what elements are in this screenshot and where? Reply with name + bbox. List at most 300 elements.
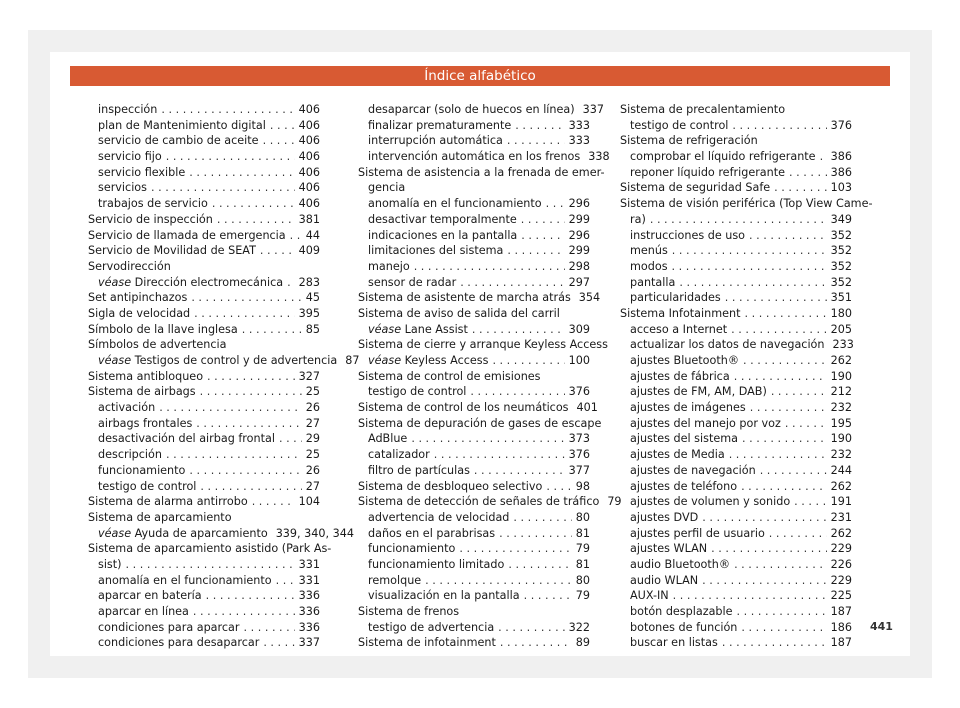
page-reference: 262 bbox=[830, 479, 852, 493]
index-term: ajustes de imágenes bbox=[630, 401, 746, 415]
page-reference: 104 bbox=[298, 495, 320, 509]
index-term: airbags frontales bbox=[98, 416, 193, 430]
index-term: ajustes del manejo por voz bbox=[630, 416, 781, 430]
leader-dots bbox=[745, 306, 827, 322]
index-term: ra) bbox=[630, 212, 646, 226]
page-reference: 187 bbox=[830, 605, 852, 618]
leader-dots bbox=[507, 133, 565, 149]
index-term: Sistema de aviso de salida del carril bbox=[358, 306, 560, 320]
leader-dots bbox=[260, 243, 295, 259]
page-reference: 25 bbox=[305, 448, 320, 462]
leader-dots bbox=[191, 290, 301, 306]
index-entry bbox=[88, 400, 320, 416]
leader-dots bbox=[492, 353, 564, 369]
leader-dots bbox=[287, 275, 295, 291]
index-term: servicio de cambio de aceite bbox=[98, 134, 259, 148]
index-entry bbox=[620, 322, 852, 338]
page-reference: 336 bbox=[298, 620, 320, 634]
leader-dots bbox=[193, 604, 295, 620]
leader-dots bbox=[722, 635, 827, 651]
index-term: testigo de control bbox=[98, 479, 197, 493]
index-term: visualización en la pantalla bbox=[368, 589, 520, 603]
index-term: Sistema de asistencia a la frenada de emer- bbox=[358, 165, 605, 179]
page-reference: 381 bbox=[298, 212, 320, 226]
index-term: AUX-IN bbox=[630, 589, 669, 603]
index-term: Sistema de desbloqueo selectivo bbox=[358, 479, 543, 493]
index-term: pantalla bbox=[630, 275, 676, 289]
index-term: reponer líquido refrigerante bbox=[630, 165, 786, 179]
index-term bbox=[368, 353, 488, 369]
index-term: Símbolos de advertencia bbox=[88, 338, 227, 352]
leader-dots bbox=[126, 557, 295, 573]
leader-dots bbox=[820, 149, 827, 165]
leader-dots bbox=[425, 573, 572, 589]
index-term: Sistema de control de los neumáticos bbox=[358, 401, 569, 415]
index-term: botón desplazable bbox=[630, 605, 733, 618]
leader-dots bbox=[151, 180, 295, 196]
index-term: instrucciones de uso bbox=[630, 228, 746, 242]
leader-dots bbox=[742, 431, 827, 447]
index-term: Sistema de refrigeración bbox=[620, 134, 758, 148]
index-entry bbox=[620, 573, 852, 589]
index-entry bbox=[88, 337, 320, 353]
page-reference: 229 bbox=[830, 573, 852, 587]
leader-dots bbox=[734, 369, 827, 385]
index-entry bbox=[620, 479, 852, 495]
index-entry bbox=[358, 573, 590, 589]
index-entry bbox=[358, 243, 590, 259]
index-entry bbox=[620, 447, 852, 463]
index-term: servicio flexible bbox=[98, 165, 186, 179]
index-entry bbox=[358, 510, 590, 526]
index-entry bbox=[88, 588, 320, 604]
index-term: ajustes de teléfono bbox=[630, 479, 738, 493]
index-entry bbox=[88, 353, 360, 369]
index-term: ajustes de fábrica bbox=[630, 369, 730, 383]
page-reference: 331 bbox=[298, 557, 320, 571]
index-term: descripción bbox=[98, 448, 162, 462]
page-reference: 352 bbox=[830, 259, 852, 273]
index-term: Símbolo de la llave inglesa bbox=[88, 322, 238, 336]
index-term: filtro de partículas bbox=[368, 463, 470, 477]
leader-dots bbox=[474, 463, 565, 479]
leader-dots bbox=[252, 494, 295, 510]
index-entry bbox=[88, 306, 320, 322]
page-reference: 349 bbox=[830, 212, 852, 226]
page-reference: 297 bbox=[568, 275, 590, 289]
leader-dots bbox=[217, 212, 295, 228]
index-entry bbox=[620, 620, 852, 636]
page-reference: 29 bbox=[305, 432, 320, 446]
index-entry bbox=[620, 180, 852, 196]
page-reference: 232 bbox=[830, 448, 852, 462]
index-term: gencia bbox=[368, 181, 406, 195]
leader-dots bbox=[200, 479, 301, 495]
index-term: Servicio de llamada de emergencia bbox=[88, 228, 286, 242]
leader-dots bbox=[434, 447, 565, 463]
index-term: ajustes de FM, AM, DAB) bbox=[630, 385, 767, 399]
page-reference: 232 bbox=[830, 401, 852, 415]
index-entry bbox=[88, 526, 354, 542]
leader-dots bbox=[411, 431, 564, 447]
leader-dots bbox=[794, 494, 826, 510]
page-reference: 81 bbox=[575, 526, 590, 540]
leader-dots bbox=[673, 588, 827, 604]
page-reference: 80 bbox=[575, 573, 590, 587]
page-reference: 229 bbox=[830, 542, 852, 556]
index-term: Sistema de cierre y arranque Keyless Access bbox=[358, 338, 608, 352]
leader-dots bbox=[194, 306, 294, 322]
index-entry bbox=[358, 353, 590, 369]
index-entry bbox=[620, 416, 852, 432]
page-reference: 298 bbox=[568, 259, 590, 273]
index-term: ajustes Bluetooth® bbox=[630, 354, 740, 367]
leader-dots bbox=[524, 588, 572, 604]
index-term: Sistema de control de emisiones bbox=[358, 369, 541, 383]
index-term: testigo de control bbox=[630, 118, 729, 132]
page-reference: 354 bbox=[578, 291, 601, 305]
index-entry bbox=[88, 102, 320, 118]
page-reference: 409 bbox=[298, 244, 320, 258]
index-entry bbox=[88, 212, 320, 228]
index-term-text: Keyless Access bbox=[404, 354, 489, 367]
index-term: acceso a Internet bbox=[630, 322, 728, 336]
leader-dots bbox=[702, 510, 826, 526]
index-term: modos bbox=[630, 259, 668, 273]
index-entry bbox=[358, 557, 590, 573]
index-entry bbox=[88, 541, 332, 557]
leader-dots bbox=[521, 228, 564, 244]
leader-dots bbox=[290, 228, 302, 244]
index-entry bbox=[88, 510, 320, 526]
index-entry bbox=[358, 369, 590, 385]
index-term bbox=[368, 322, 468, 338]
index-term: buscar en listas bbox=[630, 636, 718, 650]
page-reference: 299 bbox=[568, 244, 590, 258]
leader-dots bbox=[546, 479, 571, 495]
leader-dots bbox=[242, 322, 302, 338]
leader-dots bbox=[737, 604, 827, 620]
index-entry bbox=[620, 212, 852, 228]
page-reference: 351 bbox=[830, 291, 852, 305]
index-term: catalizador bbox=[368, 448, 430, 462]
leader-dots bbox=[769, 526, 827, 542]
page-reference: 395 bbox=[298, 306, 320, 320]
index-entry bbox=[358, 322, 590, 338]
leader-dots bbox=[159, 400, 302, 416]
leader-dots bbox=[774, 180, 826, 196]
index-entry bbox=[358, 494, 622, 510]
index-term: aparcar en batería bbox=[98, 589, 202, 603]
page-reference: 406 bbox=[298, 150, 320, 164]
page-reference: 25 bbox=[305, 385, 320, 399]
index-term bbox=[98, 353, 337, 369]
index-entry bbox=[358, 102, 604, 118]
index-term: menús bbox=[630, 244, 668, 258]
index-term-text: Ayuda de aparcamiento bbox=[134, 526, 268, 540]
page-reference: 406 bbox=[298, 134, 320, 148]
page-reference: 338 bbox=[588, 150, 610, 164]
index-entry bbox=[88, 180, 320, 196]
index-term: comprobar el líquido refrigerante bbox=[630, 150, 816, 164]
leader-dots bbox=[244, 620, 295, 636]
index-term: funcionamiento bbox=[98, 463, 186, 477]
index-entry bbox=[620, 400, 852, 416]
index-term: ajustes DVD bbox=[630, 510, 699, 524]
index-entry bbox=[358, 384, 590, 400]
page-reference: 79 bbox=[575, 542, 590, 556]
index-entry bbox=[88, 133, 320, 149]
index-term: funcionamiento limitado bbox=[368, 557, 505, 571]
index-term: ajustes del sistema bbox=[630, 432, 738, 446]
page-reference: 386 bbox=[830, 150, 852, 164]
index-entry bbox=[88, 369, 320, 385]
index-entry bbox=[358, 447, 590, 463]
page-reference: 406 bbox=[298, 103, 320, 116]
leader-dots bbox=[702, 573, 827, 589]
index-entry bbox=[620, 526, 852, 542]
leader-dots bbox=[734, 557, 827, 573]
page-reference: 180 bbox=[830, 306, 852, 320]
index-term: Sistema de precalentamiento bbox=[620, 103, 786, 116]
index-term: finalizar prematuramente bbox=[368, 118, 512, 132]
page-reference: 376 bbox=[568, 385, 590, 399]
index-term: activación bbox=[98, 401, 156, 415]
page-reference: 87 bbox=[345, 354, 360, 367]
leader-dots bbox=[508, 557, 571, 573]
page-reference: 352 bbox=[830, 275, 852, 289]
index-entry bbox=[620, 133, 852, 149]
leader-dots bbox=[276, 573, 295, 589]
index-column-3 bbox=[620, 102, 873, 651]
index-entry bbox=[358, 306, 590, 322]
leader-dots bbox=[507, 243, 564, 259]
index-term: audio Bluetooth® bbox=[630, 557, 731, 571]
index-term: ajustes perfil de usuario bbox=[630, 526, 765, 540]
index-entry bbox=[358, 259, 590, 275]
leader-dots bbox=[515, 118, 564, 134]
page-reference: 376 bbox=[568, 448, 590, 462]
page-reference: 225 bbox=[830, 589, 852, 603]
leader-dots bbox=[785, 416, 827, 432]
leader-dots bbox=[166, 447, 302, 463]
page-reference: 309 bbox=[568, 322, 590, 336]
page-reference: 231 bbox=[830, 510, 852, 524]
index-term: remolque bbox=[368, 573, 422, 587]
page-reference: 26 bbox=[305, 401, 320, 415]
page-reference: 27 bbox=[305, 479, 320, 493]
index-term: AdBlue bbox=[368, 432, 408, 446]
index-entry bbox=[620, 353, 852, 369]
page-reference: 322 bbox=[568, 620, 590, 634]
index-term: Sistema de detección de señales de tráfico bbox=[358, 495, 600, 509]
index-term: indicaciones en la pantalla bbox=[368, 228, 518, 242]
index-entry bbox=[88, 322, 320, 338]
index-term: plan de Mantenimiento digital bbox=[98, 118, 266, 132]
index-term: intervención automática en los frenos bbox=[368, 150, 581, 164]
index-entry bbox=[620, 541, 852, 557]
index-term: ajustes de volumen y sonido bbox=[630, 495, 791, 509]
index-entry bbox=[88, 384, 320, 400]
index-entry bbox=[620, 588, 852, 604]
index-term: ajustes WLAN bbox=[630, 542, 708, 556]
page-reference: 81 bbox=[575, 557, 590, 571]
page-reference: 26 bbox=[305, 463, 320, 477]
leader-dots bbox=[459, 541, 571, 557]
index-entry bbox=[88, 149, 320, 165]
index-entry bbox=[620, 275, 852, 291]
index-term: Servodirección bbox=[88, 259, 171, 273]
index-term: Sistema de aparcamiento bbox=[88, 510, 232, 524]
index-term: servicio fijo bbox=[98, 150, 162, 164]
leader-dots bbox=[750, 400, 827, 416]
index-term: Sigla de velocidad bbox=[88, 306, 191, 320]
index-entry bbox=[358, 118, 590, 134]
index-term: Sistema de alarma antirrobo bbox=[88, 495, 248, 509]
page-reference: 373 bbox=[568, 432, 590, 446]
page-reference: 190 bbox=[830, 369, 852, 383]
index-entry bbox=[620, 463, 852, 479]
index-term: interrupción automática bbox=[368, 134, 503, 148]
leader-dots bbox=[270, 118, 295, 134]
index-entry bbox=[358, 604, 590, 620]
index-entry bbox=[88, 479, 320, 495]
index-entry bbox=[620, 494, 852, 510]
index-term: Sistema de depuración de gases de escape bbox=[358, 416, 602, 430]
index-term: desaparcar (solo de huecos en línea) bbox=[368, 103, 575, 116]
index-term: anomalía en el funcionamiento bbox=[98, 573, 272, 587]
page-reference: 386 bbox=[830, 165, 852, 179]
index-entry bbox=[620, 243, 852, 259]
leader-dots bbox=[743, 353, 827, 369]
page-reference: 296 bbox=[568, 228, 590, 242]
index-entry bbox=[358, 275, 590, 291]
index-term: Sistema de asistente de marcha atrás bbox=[358, 291, 571, 305]
page-reference: 401 bbox=[576, 401, 598, 415]
leader-dots bbox=[672, 259, 827, 275]
index-term: aparcar en línea bbox=[98, 605, 189, 618]
index-entry bbox=[88, 635, 320, 651]
page-reference: 337 bbox=[582, 103, 604, 116]
index-term: testigo de advertencia bbox=[368, 620, 495, 634]
index-entry bbox=[358, 620, 590, 636]
page-reference: 377 bbox=[568, 463, 590, 477]
index-entry bbox=[358, 400, 598, 416]
page-reference: 80 bbox=[575, 510, 590, 524]
leader-dots bbox=[200, 384, 302, 400]
index-term: limitaciones del sistema bbox=[368, 244, 504, 258]
page-reference: 283 bbox=[298, 275, 320, 289]
index-entry bbox=[358, 416, 602, 432]
index-entry bbox=[358, 180, 590, 196]
index-entry bbox=[88, 573, 320, 589]
index-entry bbox=[88, 290, 320, 306]
index-entry bbox=[620, 635, 852, 651]
index-entry bbox=[620, 604, 852, 620]
page-reference: 337 bbox=[298, 636, 320, 650]
leader-dots bbox=[263, 133, 295, 149]
index-entry bbox=[620, 228, 852, 244]
leader-dots bbox=[161, 102, 294, 118]
page-reference: 44 bbox=[305, 228, 320, 242]
leader-dots bbox=[500, 635, 572, 651]
see-reference: véase bbox=[98, 354, 132, 367]
leader-dots bbox=[749, 228, 827, 244]
page-reference: 262 bbox=[830, 354, 852, 367]
index-entry bbox=[620, 149, 852, 165]
index-term: advertencia de velocidad bbox=[368, 510, 510, 524]
index-entry bbox=[88, 463, 320, 479]
index-term: botones de función bbox=[630, 620, 738, 634]
index-entry bbox=[620, 196, 873, 212]
leader-dots bbox=[189, 463, 301, 479]
index-entry bbox=[620, 118, 852, 134]
index-term: Sistema de airbags bbox=[88, 385, 196, 399]
page-reference: 233 bbox=[832, 338, 854, 352]
page-reference: 85 bbox=[305, 322, 320, 336]
leader-dots bbox=[729, 447, 827, 463]
leader-dots bbox=[521, 212, 565, 228]
index-entry bbox=[358, 526, 590, 542]
index-term: testigo de control bbox=[368, 385, 467, 399]
index-term: manejo bbox=[368, 259, 410, 273]
leader-dots bbox=[414, 259, 565, 275]
index-entry bbox=[88, 416, 320, 432]
page-reference: 45 bbox=[305, 291, 320, 305]
page-reference: 191 bbox=[830, 495, 852, 509]
leader-dots bbox=[771, 384, 827, 400]
page-reference: 336 bbox=[298, 605, 320, 618]
page-reference: 299 bbox=[568, 212, 590, 226]
index-entry bbox=[358, 337, 608, 353]
index-entry bbox=[620, 337, 852, 353]
page-reference: 186 bbox=[830, 620, 852, 634]
index-entry bbox=[88, 165, 320, 181]
index-entry bbox=[88, 620, 320, 636]
index-term: sist) bbox=[98, 557, 122, 571]
index-entry bbox=[358, 133, 590, 149]
index-term: servicios bbox=[98, 181, 147, 195]
index-term: Sistema antibloqueo bbox=[88, 369, 204, 383]
leader-dots bbox=[741, 620, 826, 636]
index-term: funcionamiento bbox=[368, 542, 456, 556]
index-term bbox=[98, 526, 268, 542]
index-term: desactivación del airbag frontal bbox=[98, 432, 275, 446]
leader-dots bbox=[513, 510, 571, 526]
index-entry bbox=[620, 259, 852, 275]
index-entry bbox=[88, 557, 320, 573]
leader-dots bbox=[679, 275, 826, 291]
index-term: Sistema de frenos bbox=[358, 605, 460, 618]
leader-dots bbox=[279, 431, 302, 447]
page-reference: 244 bbox=[830, 463, 852, 477]
page-reference: 205 bbox=[830, 322, 852, 336]
index-entry bbox=[620, 431, 852, 447]
leader-dots bbox=[499, 526, 572, 542]
leader-dots bbox=[207, 369, 295, 385]
leader-dots bbox=[711, 541, 827, 557]
index-column-1 bbox=[88, 102, 360, 651]
page-reference: 352 bbox=[830, 244, 852, 258]
leader-dots bbox=[650, 212, 827, 228]
index-entry bbox=[88, 196, 320, 212]
page-reference: 406 bbox=[298, 197, 320, 211]
index-term: inspección bbox=[98, 103, 158, 116]
index-column-2 bbox=[358, 102, 622, 651]
leader-dots bbox=[196, 416, 301, 432]
index-term: Servicio de Movilidad de SEAT bbox=[88, 244, 256, 258]
index-entry bbox=[88, 447, 320, 463]
